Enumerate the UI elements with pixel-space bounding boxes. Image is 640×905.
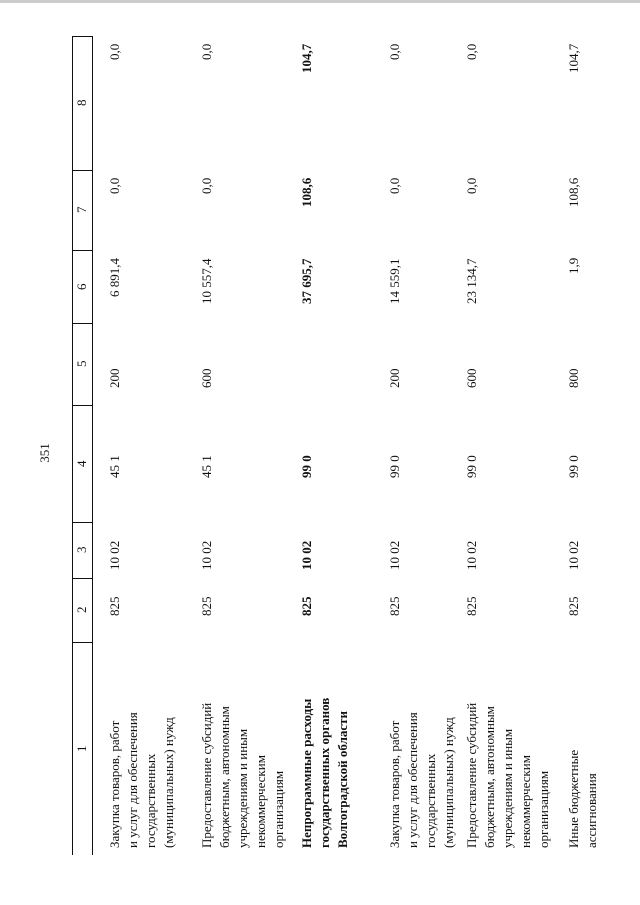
row-4-target: 99 0	[387, 455, 402, 478]
row-5-code: 825	[464, 596, 479, 616]
header-cell-8: 8	[74, 99, 89, 107]
row-5-name-line: Предоставление субсидий	[464, 702, 479, 848]
column-divider	[72, 250, 92, 251]
header-cell-7: 7	[74, 206, 89, 214]
row-6-section: 10 02	[566, 540, 581, 570]
row-1-name-line: и услуг для обеспечения	[125, 712, 140, 848]
header-cell-1: 1	[74, 745, 89, 752]
row-3-section: 10 02	[299, 540, 314, 570]
row-2-percent-7: 0,0	[199, 178, 214, 195]
header-cell-5: 5	[74, 360, 89, 368]
row-5-target: 99 0	[464, 455, 479, 478]
header-cell-2: 2	[74, 606, 89, 614]
row-2-name-line: некоммерческим	[253, 755, 268, 848]
row-4-code: 825	[387, 596, 402, 616]
row-5-expense-type: 600	[464, 368, 479, 388]
row-2-name-line: бюджетным, автономным	[217, 706, 232, 848]
page-number: 351	[37, 443, 52, 463]
row-5-name-line: бюджетным, автономным	[482, 706, 497, 848]
row-1-name-line: (муниципальных) нужд	[161, 717, 176, 848]
row-6-code: 825	[566, 596, 581, 616]
row-3-name-line: государственных органов	[317, 697, 332, 848]
row-6-percent-7: 108,6	[566, 178, 581, 208]
column-divider	[72, 323, 92, 324]
row-3-percent-8: 104,7	[299, 44, 314, 74]
scan-edge	[0, 0, 640, 3]
row-4-percent-8: 0,0	[387, 44, 402, 61]
row-5-amount-2024: 23 134,7	[464, 258, 479, 304]
header-cell-3: 3	[74, 546, 89, 554]
row-1-target: 45 1	[107, 455, 122, 478]
row-4-name-line: Закупка товаров, работ	[387, 720, 402, 848]
row-4-section: 10 02	[387, 540, 402, 570]
column-divider	[72, 642, 92, 643]
header-separator	[92, 36, 93, 855]
column-divider	[72, 405, 92, 406]
row-1-expense-type: 200	[107, 368, 122, 388]
row-4-expense-type: 200	[387, 368, 402, 388]
column-divider	[72, 578, 92, 579]
row-5-section: 10 02	[464, 540, 479, 570]
row-2-name-line: Предоставление субсидий	[199, 702, 214, 848]
column-divider	[72, 36, 92, 37]
row-5-name-line: некоммерческим	[518, 755, 533, 848]
row-5-percent-7: 0,0	[464, 178, 479, 195]
row-2-percent-8: 0,0	[199, 44, 214, 61]
row-3-amount-2024: 37 695,7	[299, 258, 314, 304]
row-5-name-line: организациям	[536, 770, 551, 848]
row-2-target: 45 1	[199, 455, 214, 478]
row-3-name-line: Непрограммные расходы	[299, 698, 314, 848]
row-1-percent-8: 0,0	[107, 44, 122, 61]
header-cell-6: 6	[74, 283, 89, 290]
row-4-name-line: и услуг для обеспечения	[405, 712, 420, 848]
row-2-section: 10 02	[199, 540, 214, 570]
row-4-percent-7: 0,0	[387, 178, 402, 195]
row-2-amount-2024: 10 557,4	[199, 258, 214, 304]
row-4-name-line: государственных	[423, 753, 438, 848]
row-4-amount-2024: 14 559,1	[387, 258, 402, 304]
row-2-name-line: учреждениям и иным	[235, 728, 250, 848]
row-6-percent-8: 104,7	[566, 44, 581, 74]
row-3-code: 825	[299, 596, 314, 616]
row-6-name-line: ассигнования	[584, 773, 599, 848]
row-3-percent-7: 108,6	[299, 178, 314, 208]
row-2-code: 825	[199, 596, 214, 616]
row-1-section: 10 02	[107, 540, 122, 570]
row-3-target: 99 0	[299, 455, 314, 478]
row-1-percent-7: 0,0	[107, 178, 122, 195]
row-5-percent-8: 0,0	[464, 44, 479, 61]
row-6-amount-2024: 1,9	[566, 258, 581, 275]
row-5-name-line: учреждениям и иным	[500, 728, 515, 848]
column-divider	[72, 170, 92, 171]
table-top-border	[72, 36, 73, 855]
row-1-code: 825	[107, 596, 122, 616]
row-1-name-line: государственных	[143, 753, 158, 848]
column-divider	[72, 522, 92, 523]
row-2-name-line: организациям	[271, 770, 286, 848]
row-2-expense-type: 600	[199, 368, 214, 388]
row-6-expense-type: 800	[566, 368, 581, 388]
row-4-name-line: (муниципальных) нужд	[441, 717, 456, 848]
row-6-target: 99 0	[566, 455, 581, 478]
row-1-name-line: Закупка товаров, работ	[107, 720, 122, 848]
row-1-amount-2024: 6 891,4	[107, 258, 122, 297]
row-3-name-line: Волгоградской области	[335, 710, 350, 848]
row-6-name-line: Иные бюджетные	[566, 749, 581, 848]
header-cell-4: 4	[74, 460, 89, 467]
